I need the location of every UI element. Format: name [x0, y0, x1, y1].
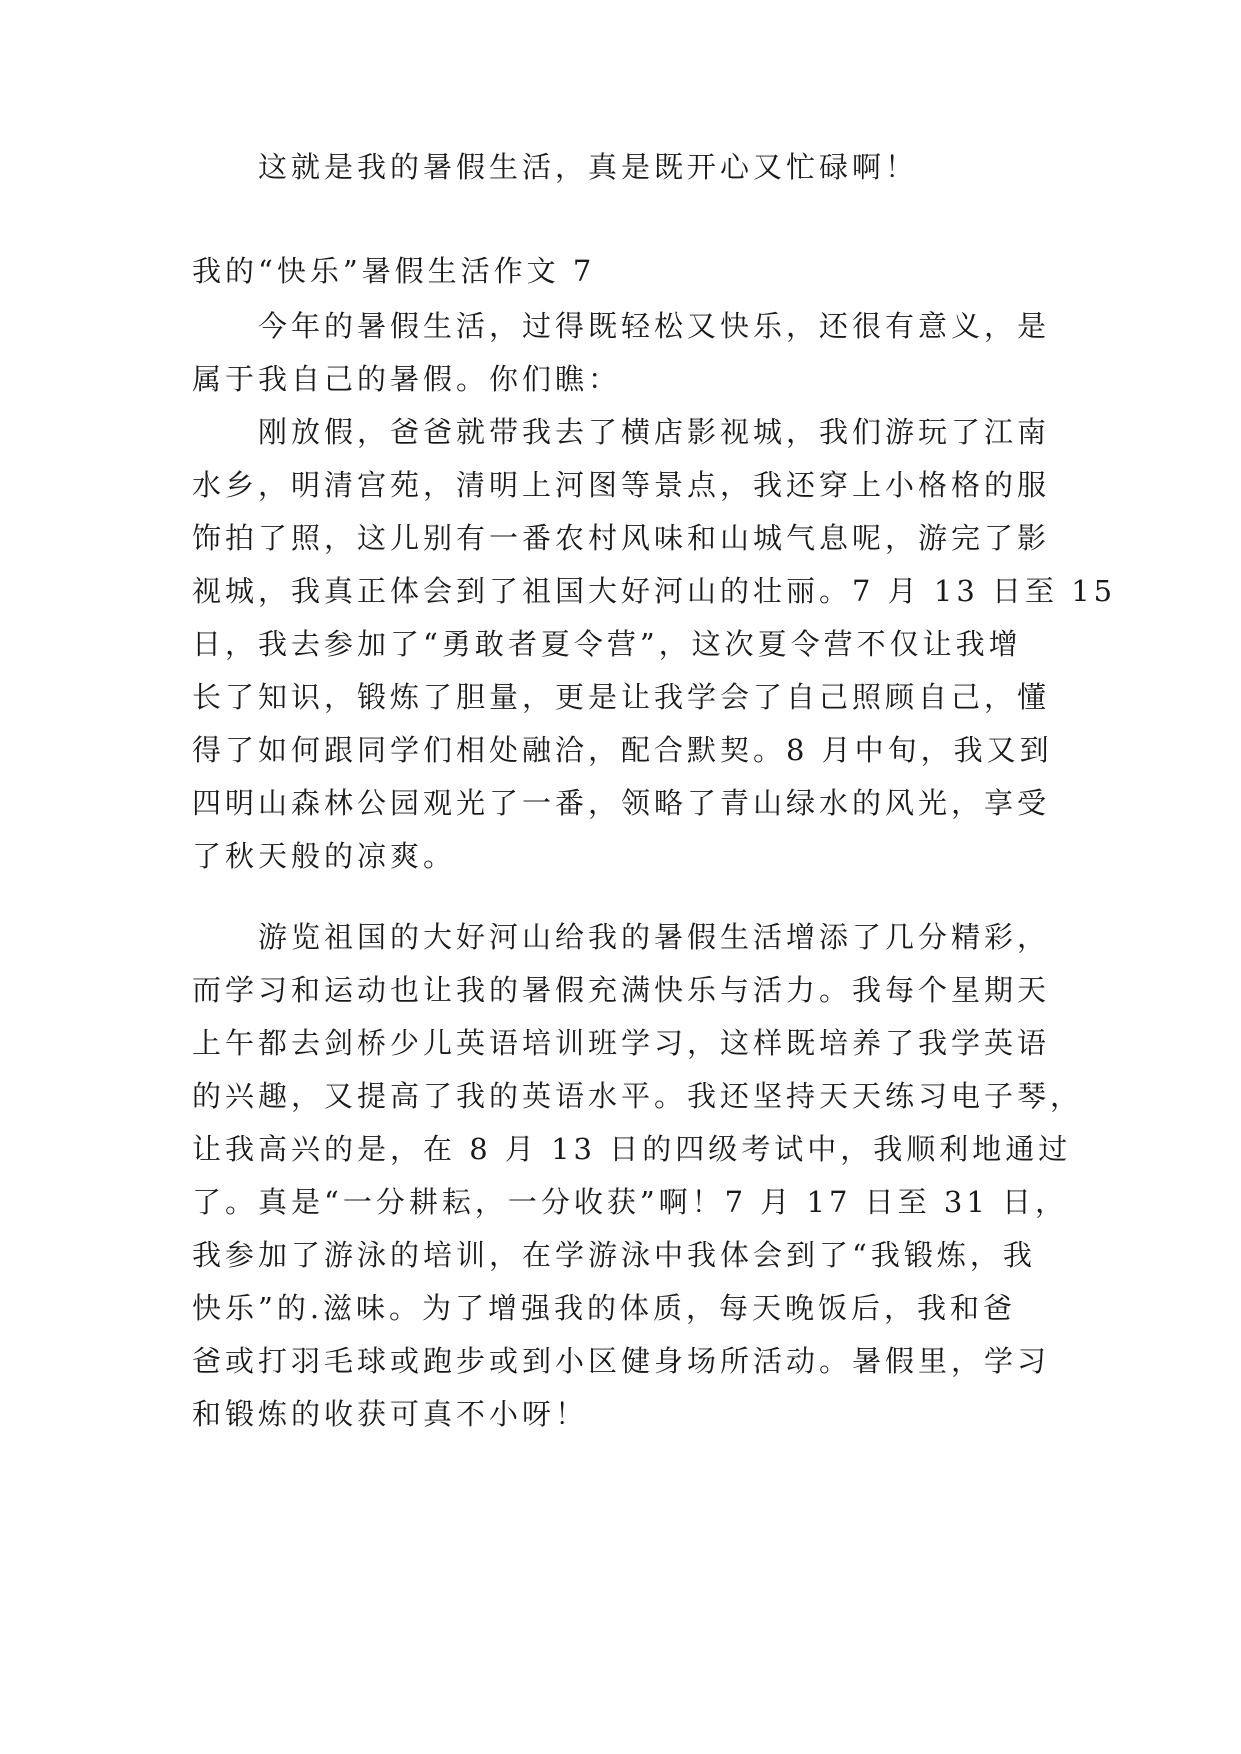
paragraph-line: 而学习和运动也让我的暑假充满快乐与活力。我每个星期天 — [192, 973, 1051, 1007]
paragraph-line: 快乐”的.滋味。为了增强我的体质，每天晚饭后，我和爸 — [192, 1291, 1017, 1325]
paragraph-line: 爸或打羽毛球或跑步或到小区健身场所活动。暑假里，学习 — [192, 1344, 1051, 1378]
paragraph-line: 了。真是“一分耕耘，一分收获”啊！7 月 17 日至 31 日， — [192, 1185, 1068, 1219]
paragraph-line: 上午都去剑桥少儿英语培训班学习，这样既培养了我学英语 — [192, 1026, 1051, 1060]
paragraph-line: 长了知识，锻炼了胆量，更是让我学会了自己照顾自己，懂 — [192, 680, 1051, 714]
paragraph-line: 四明山森林公园观光了一番，领略了青山绿水的风光，享受 — [192, 786, 1051, 820]
paragraph-line: 饰拍了照，这儿别有一番农村风味和山城气息呢，游完了影 — [192, 521, 1051, 555]
intro-line: 这就是我的暑假生活，真是既开心又忙碌啊！ — [258, 150, 919, 184]
paragraph-line: 了秋天般的凉爽。 — [192, 839, 457, 873]
paragraph-line: 得了如何跟同学们相处融洽，配合默契。8 月中旬，我又到 — [192, 733, 1053, 767]
paragraph-line: 的兴趣，又提高了我的英语水平。我还坚持天天练习电子琴， — [192, 1079, 1084, 1113]
paragraph-line: 视城，我真正体会到了祖国大好河山的壮丽。7 月 13 日至 15 — [192, 574, 1117, 608]
paragraph-line: 刚放假，爸爸就带我去了横店影视城，我们游玩了江南 — [258, 415, 1051, 449]
paragraph-line: 日，我去参加了“勇敢者夏令营”，这次夏令营不仅让我增 — [192, 627, 1022, 661]
paragraph-line: 今年的暑假生活，过得既轻松又快乐，还很有意义，是 — [258, 309, 1051, 343]
paragraph-line: 让我高兴的是，在 8 月 13 日的四级考试中，我顺利地通过 — [192, 1132, 1072, 1166]
paragraph-line: 和锻炼的收获可真不小呀！ — [192, 1397, 589, 1431]
paragraph-line: 我参加了游泳的培训，在学游泳中我体会到了“我锻炼，我 — [192, 1238, 1036, 1272]
paragraph-line: 游览祖国的大好河山给我的暑假生活增添了几分精彩， — [258, 920, 1051, 954]
essay-heading: 我的“快乐”暑假生活作文 7 — [192, 254, 596, 288]
paragraph-line: 水乡，明清宫苑，清明上河图等景点，我还穿上小格格的服 — [192, 468, 1051, 502]
paragraph-line: 属于我自己的暑假。你们瞧： — [192, 362, 622, 396]
